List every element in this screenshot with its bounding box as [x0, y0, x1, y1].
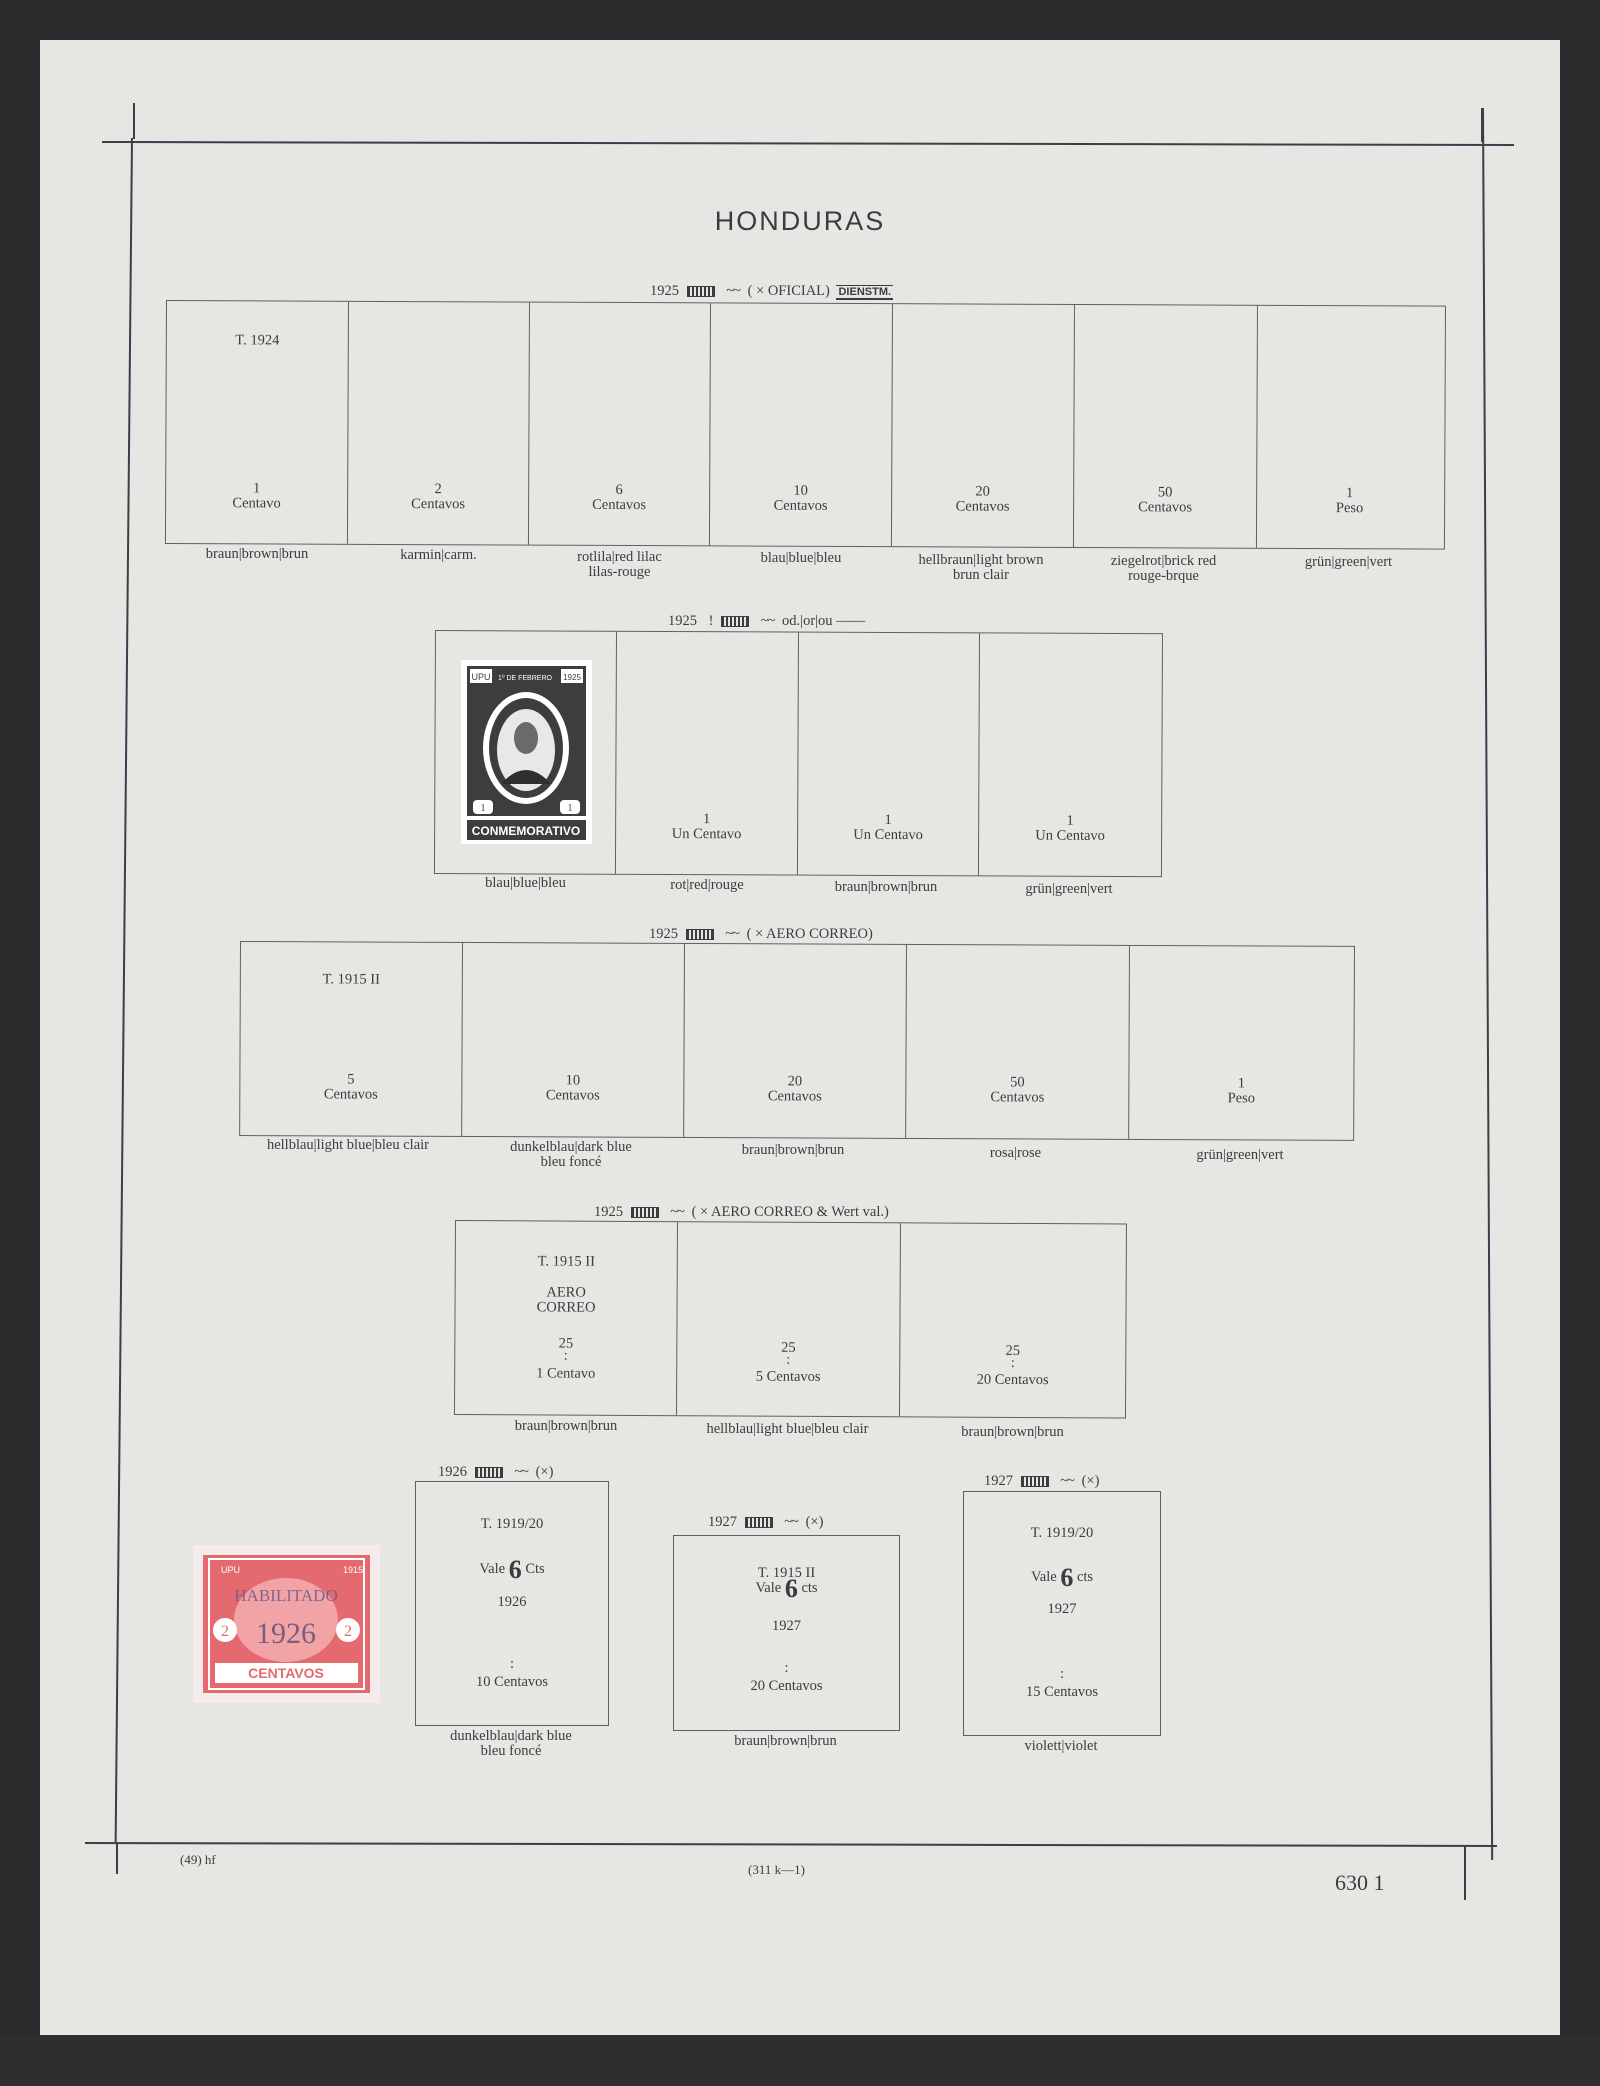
color-label: grün|green|vert	[1196, 1147, 1284, 1163]
box2-header	[708, 1514, 823, 1531]
stamp-box-3	[963, 1491, 1161, 1736]
type-note: T. 1915 II	[757, 1565, 816, 1581]
stamp-upu-text: UPU	[471, 672, 491, 682]
type-note: T. 1915 II	[322, 971, 381, 988]
stamp-date-text: 1º DE FEBRERO	[498, 675, 552, 682]
section2-header	[668, 613, 865, 630]
stamp-slot	[1129, 946, 1354, 1140]
overprint-year: 1927	[1047, 1601, 1077, 1617]
stamp-slot	[964, 1492, 1160, 1735]
color-label-2: rouge-brque	[1128, 568, 1199, 584]
section4-header	[594, 1204, 889, 1221]
stamp-year-text: 1915	[343, 1565, 364, 1575]
stamp-slot	[906, 945, 1130, 1139]
watermark-wave-icon: ~~	[784, 1514, 798, 1530]
watermark-wave-icon: ~~	[726, 283, 740, 299]
type-note: T. 1915 II	[537, 1253, 595, 1270]
header-year: 1926	[438, 1464, 467, 1480]
slot-unit: Centavos	[773, 497, 828, 514]
watermark-wave-icon: ~~	[760, 613, 775, 629]
color-label: dunkelblau|dark blue	[510, 1139, 632, 1155]
watermark-wave-icon: ~~	[725, 926, 739, 942]
perforation-icon	[687, 286, 715, 297]
cts-text: Cts	[525, 1561, 545, 1577]
perforation-icon	[1021, 1476, 1049, 1487]
slot-unit: Centavos	[323, 1086, 378, 1103]
type-note: T. 1919/20	[480, 1516, 544, 1532]
stamp-slot	[677, 1222, 901, 1416]
stamp-box-1	[415, 1481, 609, 1726]
slot-value: 1	[1066, 812, 1074, 829]
stamp-value-left: 2	[221, 1623, 229, 1640]
slot-value: 1	[884, 811, 892, 828]
slot-unit: Un Centavo	[853, 826, 923, 844]
stamp-slot	[1257, 306, 1443, 549]
perforation-icon	[686, 929, 714, 940]
color-label-2: lilas-rouge	[588, 564, 651, 580]
section3-header	[649, 926, 873, 943]
surcharge-six: 6	[508, 1555, 522, 1585]
overprint-line-2: CORREO	[536, 1299, 596, 1316]
habilitado-stamp-image	[193, 1545, 380, 1703]
slot-unit: 5 Centavos	[755, 1368, 821, 1385]
colon: :	[1059, 1666, 1065, 1682]
overprint-year: 1926	[256, 1617, 316, 1650]
surcharge-line	[964, 1563, 1160, 1593]
header-boxed-label: DIENSTM.	[838, 286, 892, 298]
stamp-slot	[798, 633, 980, 876]
color-label: grün|green|vert	[1304, 554, 1393, 570]
slot-value: 1	[1237, 1075, 1246, 1092]
color-label: hellblau|light blue|bleu clair	[706, 1421, 869, 1437]
type-note: T. 1924	[235, 332, 280, 349]
stamp-slot	[416, 1482, 608, 1725]
color-label: braun|brown|brun	[514, 1418, 618, 1434]
slot-value: 50	[1157, 484, 1173, 501]
color-label: blau|blue|bleu	[485, 875, 566, 891]
slot-unit: Centavo	[232, 495, 281, 512]
color-label: hellbraun|light brown	[918, 552, 1044, 568]
slot-value: 1	[1346, 485, 1354, 502]
stamp-slot	[455, 1221, 678, 1415]
page-title: HONDURAS	[714, 206, 886, 236]
color-label: braun|brown|brun	[961, 1424, 1064, 1440]
left-tick	[133, 103, 135, 139]
stamp-slot	[348, 302, 530, 545]
color-label: braun|brown|brun	[741, 1142, 845, 1158]
overprint-year: 1927	[772, 1618, 801, 1634]
color-label: braun|brown|brun	[734, 1733, 837, 1749]
cts-text: cts	[801, 1580, 818, 1596]
stamp-row-3	[239, 941, 1355, 1141]
slot-unit: 10 Centavos	[475, 1674, 549, 1690]
watermark-wave-icon: ~~	[514, 1464, 528, 1480]
slot-unit: Centavos	[990, 1089, 1045, 1106]
header-text: (×)	[805, 1514, 824, 1530]
footer-left: (49) hf	[180, 1852, 216, 1867]
color-label: dunkelblau|dark blue	[450, 1728, 572, 1744]
vale-text: Vale	[755, 1580, 782, 1596]
slot-unit: Centavos	[545, 1087, 600, 1104]
overprint-year: 1926	[497, 1594, 527, 1610]
stamp-value-left: 1	[480, 803, 486, 814]
colon: :	[509, 1656, 515, 1672]
stamp-banner-text: CENTAVOS	[248, 1665, 324, 1681]
stamp-slot	[616, 632, 799, 875]
stamp-slot	[240, 942, 463, 1136]
color-label: rotlila|red lilac	[577, 549, 662, 565]
slot-unit: Un Centavo	[671, 826, 742, 843]
box1-header	[438, 1464, 553, 1481]
stamp-row-4	[454, 1220, 1127, 1419]
stamp-slot	[979, 633, 1162, 876]
stamp-banner-text: CONMEMORATIVO	[471, 824, 581, 838]
colon: :	[784, 1660, 789, 1676]
surcharge: 25	[1005, 1342, 1021, 1359]
slot-value: 1	[703, 811, 711, 828]
color-label: braun|brown|brun	[205, 546, 309, 562]
slot-unit: Un Centavo	[1035, 827, 1105, 844]
color-label: hellblau|light blue|bleu clair	[266, 1137, 430, 1153]
header-text: (×)	[535, 1464, 554, 1480]
watermark-wave-icon: ~~	[670, 1204, 684, 1220]
stamp-slot	[900, 1223, 1126, 1417]
colon: :	[563, 1347, 568, 1364]
surcharge: 25	[781, 1339, 796, 1356]
color-label: ziegelrot|brick red	[1110, 553, 1217, 569]
perforation-icon	[721, 616, 749, 627]
stamp-slot	[710, 303, 893, 546]
header-year: 1925	[668, 613, 697, 629]
header-text: ( × OFICIAL)	[747, 283, 830, 299]
color-label: rot|red|rouge	[670, 877, 744, 893]
cts-text: cts	[1076, 1569, 1094, 1585]
surcharge-six: 6	[784, 1574, 798, 1604]
perforation-icon	[475, 1467, 503, 1478]
bottom-right-tick	[1464, 1846, 1466, 1900]
slot-unit: 20 Centavos	[976, 1371, 1049, 1389]
scan-background	[0, 2035, 1600, 2086]
stamp-year-text: 1925	[563, 673, 581, 682]
header-text: ( × AERO CORREO & Wert val.)	[691, 1204, 889, 1220]
stamp-row-1	[165, 300, 1446, 550]
header-year: 1927	[708, 1514, 737, 1530]
surcharge: 25	[558, 1335, 574, 1352]
stamp-value-right: 1	[567, 803, 573, 814]
slot-value: 20	[787, 1073, 803, 1090]
slot-value: 10	[565, 1072, 581, 1089]
header-text: od.|or|ou ——	[782, 613, 866, 629]
surcharge-line	[674, 1574, 899, 1604]
header-year: 1927	[984, 1473, 1013, 1489]
vale-text: Vale	[1030, 1569, 1057, 1585]
slot-value: 1	[253, 480, 261, 497]
colon: :	[786, 1351, 791, 1368]
stamp-slot	[1074, 305, 1258, 548]
header-mark: !	[708, 613, 714, 629]
perforation-icon	[745, 1517, 773, 1528]
color-label: blau|blue|bleu	[760, 550, 842, 566]
header-year: 1925	[594, 1204, 623, 1220]
stamp-value-right: 2	[344, 1623, 352, 1640]
slot-value: 50	[1010, 1074, 1025, 1091]
slot-value: 6	[615, 481, 623, 498]
box3-header	[984, 1473, 1099, 1490]
surcharge-line	[416, 1555, 608, 1585]
header-text: ( × AERO CORREO)	[746, 926, 873, 942]
overprint-line-1: AERO	[546, 1284, 586, 1301]
color-label: karmin|carm.	[400, 547, 477, 563]
color-label-2: bleu foncé	[540, 1154, 602, 1170]
slot-unit: Centavos	[1138, 499, 1193, 516]
stamp-slot	[684, 944, 907, 1138]
header-year: 1925	[650, 283, 679, 299]
slot-unit: Centavos	[592, 496, 647, 514]
stamp-slot	[166, 301, 349, 544]
overprint-text: HABILITADO	[234, 1586, 338, 1605]
stamp-slot	[462, 943, 685, 1137]
color-label: violett|violet	[1024, 1738, 1098, 1754]
slot-unit: 20 Centavos	[750, 1678, 823, 1694]
slot-unit: 15 Centavos	[1025, 1684, 1099, 1700]
stamp-upu-text: UPU	[221, 1565, 241, 1575]
header-text: (×)	[1081, 1473, 1100, 1489]
commemorative-stamp-image	[461, 660, 592, 844]
color-label: grün|green|vert	[1025, 881, 1113, 897]
bottom-left-tick	[116, 1844, 118, 1874]
color-label-2: brun clair	[953, 567, 1009, 583]
stamp-slot	[529, 303, 711, 546]
page-number: 630 1	[1335, 1870, 1385, 1895]
vale-text: Vale	[479, 1561, 506, 1577]
footer-center: (311 k—1)	[748, 1862, 805, 1877]
slot-value: 10	[793, 482, 808, 499]
slot-unit: Centavos	[767, 1088, 822, 1105]
surcharge-six: 6	[1060, 1563, 1074, 1593]
right-tick	[1481, 108, 1483, 142]
slot-unit: 1 Centavo	[536, 1365, 596, 1382]
slot-unit: Peso	[1335, 500, 1364, 517]
header-year: 1925	[649, 926, 678, 942]
stamp-slot	[674, 1536, 899, 1730]
type-note: T. 1919/20	[1030, 1525, 1094, 1541]
section1-header	[650, 283, 893, 300]
stamp-box-2	[673, 1535, 900, 1731]
slot-unit: Centavos	[955, 498, 1010, 515]
perforation-icon	[631, 1207, 659, 1218]
slot-value: 20	[975, 483, 990, 500]
slot-value: 2	[434, 481, 442, 498]
color-label: braun|brown|brun	[834, 879, 938, 895]
color-label: rosa|rose	[989, 1145, 1042, 1161]
slot-unit: Centavos	[411, 496, 466, 513]
watermark-wave-icon: ~~	[1060, 1473, 1074, 1489]
slot-unit: Peso	[1227, 1090, 1256, 1107]
colon: :	[1010, 1354, 1015, 1371]
slot-value: 5	[347, 1071, 355, 1088]
stamp-slot	[892, 304, 1075, 547]
color-label-2: bleu foncé	[480, 1743, 542, 1759]
